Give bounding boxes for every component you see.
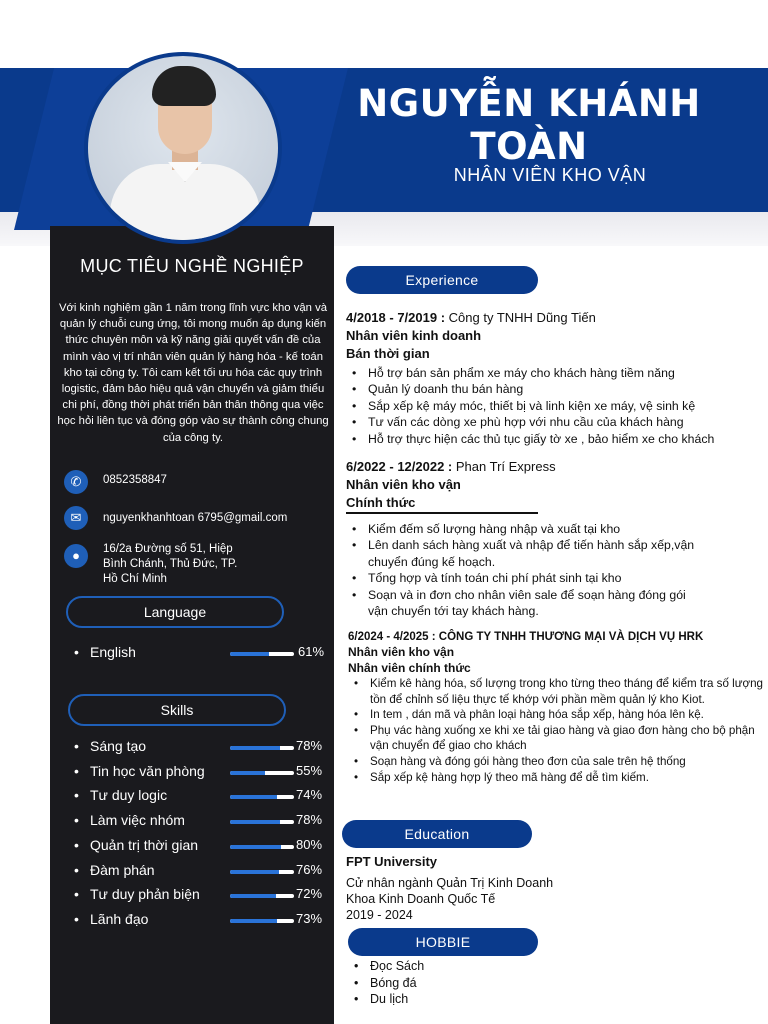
- skill-name: English: [90, 644, 136, 660]
- skill-bar: [230, 845, 294, 849]
- bullet-item: • Kiểm kê hàng hóa, số lượng trong kho từng theo tháng để kiểm tra số lượng tồn để chỉnh số liệu thực tế khớp với phần mềm quản lý kho Kiot.: [348, 676, 764, 707]
- bullet-item: • Kiểm đếm số lượng hàng nhập và xuất tại kho: [346, 521, 706, 537]
- location-pin-icon: ●: [64, 544, 88, 568]
- job-bullets: [346, 521, 706, 619]
- skill-percent: 80%: [296, 837, 323, 852]
- education-degree: Cử nhân ngành Quản Trị Kinh Doanh: [346, 876, 554, 890]
- bullet-item: • Hỗ trợ bán sản phẩm xe máy cho khách hàng tiềm năng: [346, 365, 764, 381]
- candidate-name: NGUYỄN KHÁNH TOÀN: [357, 82, 701, 168]
- objective-title: MỤC TIÊU NGHỀ NGHIỆP: [80, 256, 304, 276]
- phone-icon: ✆: [64, 470, 88, 494]
- bullet-dot: •: [74, 812, 79, 828]
- bullet-dot: •: [74, 763, 79, 779]
- skill-bar-fill: [230, 652, 269, 656]
- job-period: 6/2022 - 12/2022 :: [346, 459, 453, 474]
- skill-percent: 73%: [296, 911, 323, 926]
- bullet-item: • In tem , dán mã và phân loại hàng hóa sắp xếp, hàng hóa lên kệ.: [348, 707, 764, 723]
- skill-bar: [230, 894, 294, 898]
- skill-bar: [230, 771, 294, 775]
- job-period: 4/2018 - 7/2019 :: [346, 310, 446, 325]
- skill-name: Làm việc nhóm: [90, 812, 185, 828]
- skill-percent: 78%: [296, 812, 323, 827]
- skill-bar-fill: [230, 845, 281, 849]
- skill-row: [74, 911, 330, 933]
- experience-section-title: Experience: [346, 266, 538, 294]
- job-position: NHÂN VIÊN KHO VẬN: [453, 165, 647, 185]
- divider-line: [346, 512, 538, 514]
- skill-bar: [230, 795, 294, 799]
- address: [103, 542, 237, 587]
- address-line: 16/2a Đường số 51, Hiệp: [103, 543, 233, 555]
- education-section-title: Education: [342, 820, 532, 848]
- skill-row: [74, 886, 330, 908]
- avatar-hair: [152, 66, 216, 106]
- skill-name: Tư duy logic: [90, 787, 168, 803]
- bullet-item: • Phụ vác hàng xuống xe khi xe tải giao hàng và giao đơn hàng cho bộ phận vận chuyển để giao cho khách: [348, 723, 764, 754]
- skill-bar: [230, 820, 294, 824]
- skill-bar-fill: [230, 870, 279, 874]
- skill-name: Tin học văn phòng: [90, 763, 205, 779]
- bullet-dot: •: [74, 787, 79, 803]
- job-company: Công ty TNHH Dũng Tiến: [448, 310, 596, 325]
- job-type: Chính thức: [346, 495, 416, 510]
- skill-name: Quản trị thời gian: [90, 837, 199, 853]
- skill-percent: 78%: [296, 738, 323, 753]
- phone-number: 0852358847: [103, 474, 167, 486]
- skill-percent: 61%: [298, 644, 325, 659]
- education-school: FPT University: [346, 854, 438, 869]
- job-role: Nhân viên kho vận: [348, 645, 455, 659]
- skill-bar-fill: [230, 771, 265, 775]
- skill-row: [74, 787, 330, 809]
- bullet-item: • Đọc Sách: [348, 958, 548, 975]
- skill-percent: 76%: [296, 862, 323, 877]
- skills-section-title: Skills: [68, 694, 286, 726]
- bullet-item: • Du lịch: [348, 991, 548, 1008]
- skill-percent: 55%: [296, 763, 323, 778]
- bullet-dot: •: [74, 738, 79, 754]
- bullet-item: • Soạn hàng và đóng gói hàng theo đơn của sale trên hệ thống: [348, 754, 764, 770]
- job-type: Bán thời gian: [346, 346, 430, 361]
- skill-name: Tư duy phản biện: [90, 886, 200, 902]
- job-company: CÔNG TY TNHH THƯƠNG MẠI VÀ DỊCH VỤ HRK: [438, 631, 704, 643]
- job-company: Phan Trí Express: [455, 459, 556, 474]
- skill-name: Sáng tạo: [90, 738, 147, 754]
- bullet-dot: •: [74, 862, 79, 878]
- language-section-title: Language: [66, 596, 284, 628]
- skill-bar: [230, 746, 294, 750]
- bullet-item: • Sắp xếp kệ máy móc, thiết bị và linh kiện xe máy, vệ sinh kệ: [346, 398, 764, 414]
- job-bullets: [346, 365, 764, 447]
- education-years: 2019 - 2024: [346, 908, 413, 922]
- job-role: Nhân viên kho vận: [346, 477, 461, 492]
- skill-bar-fill: [230, 820, 280, 824]
- bullet-item: • Tổng hợp và tính toán chi phí phát sinh tại kho: [346, 570, 706, 586]
- contact-email: [64, 506, 334, 534]
- bullet-item: • Quản lý doanh thu bán hàng: [346, 381, 764, 397]
- education-faculty: Khoa Kinh Doanh Quốc Tế: [346, 892, 496, 906]
- job-period: 6/2024 - 4/2025 :: [348, 631, 436, 643]
- bullet-item: • Soạn và in đơn cho nhân viên sale để soạn hàng đóng gói vận chuyển tới tay khách hàng.: [346, 587, 706, 620]
- skill-bar: [230, 919, 294, 923]
- address-line: Bình Chánh, Thủ Đức, TP.: [103, 558, 238, 570]
- bullet-dot: •: [74, 911, 79, 927]
- bullet-item: • Bóng đá: [348, 975, 548, 992]
- contact-phone: [64, 470, 334, 498]
- profile-photo: [84, 52, 282, 244]
- skill-percent: 74%: [296, 787, 323, 802]
- job-type: Nhân viên chính thức: [348, 661, 471, 675]
- objective-text: Với kinh nghiệm gần 1 năm trong lĩnh vực kho vận và quản lý chuỗi cung ứng, tôi mong muốn áp dụng kiến thức chuyên môn và kỹ năng giải quyết vấn đề của mình vào vị trí nhân viên quản lý hàng hóa - kế toán kho tại công ty. Tôi cam kết tối ưu hóa các quy trình logistic, đảm bảo hiệu quả vận chuyển và giảm thiểu chi phí, đồng thời phát triển bản thân thông qua việc học hỏi liên tục và đóng góp vào sự thành công chung của công ty.: [57, 302, 329, 444]
- bullet-item: • Sắp xếp kệ hàng hợp lý theo mã hàng để dễ tìm kiếm.: [348, 770, 764, 786]
- skill-row: [74, 812, 330, 834]
- bullet-item: • Tư vấn các dòng xe phù hợp với nhu cầu của khách hàng: [346, 414, 764, 430]
- skill-bar: [230, 652, 294, 656]
- email-icon: ✉: [64, 506, 88, 530]
- skill-row: [74, 862, 330, 884]
- bullet-dot: •: [74, 837, 79, 853]
- bullet-item: • Lên danh sách hàng xuất và nhập để tiến hành sắp xếp,vận chuyển đúng kế hoạch.: [346, 537, 706, 570]
- bullet-item: • Hỗ trợ thực hiện các thủ tục giấy tờ xe , bảo hiểm xe cho khách: [346, 431, 764, 447]
- skill-bar: [230, 870, 294, 874]
- bullet-dot: •: [74, 644, 79, 660]
- email-address: nguyenkhanhtoan 6795@gmail.com: [103, 512, 288, 524]
- skill-name: Lãnh đạo: [90, 911, 149, 927]
- skill-bar-fill: [230, 746, 280, 750]
- skill-bar-fill: [230, 795, 277, 799]
- sidebar: [50, 226, 334, 1024]
- job-role: Nhân viên kinh doanh: [346, 328, 482, 343]
- skill-percent: 72%: [296, 886, 323, 901]
- skill-bar-fill: [230, 894, 276, 898]
- skill-row: [74, 644, 330, 666]
- skill-row: [74, 837, 330, 859]
- contact-address: [64, 544, 334, 592]
- address-line: Hồ Chí Minh: [103, 573, 167, 585]
- skill-name: Đàm phán: [90, 862, 155, 878]
- skill-row: [74, 738, 330, 760]
- job-bullets: [348, 676, 764, 785]
- skill-row: [74, 763, 330, 785]
- job-header: [346, 309, 596, 327]
- hobbies-section-title: HOBBIE: [348, 928, 538, 956]
- bullet-dot: •: [74, 886, 79, 902]
- skill-bar-fill: [230, 919, 277, 923]
- job-header: [346, 458, 556, 476]
- hobbies-list: [348, 958, 548, 1008]
